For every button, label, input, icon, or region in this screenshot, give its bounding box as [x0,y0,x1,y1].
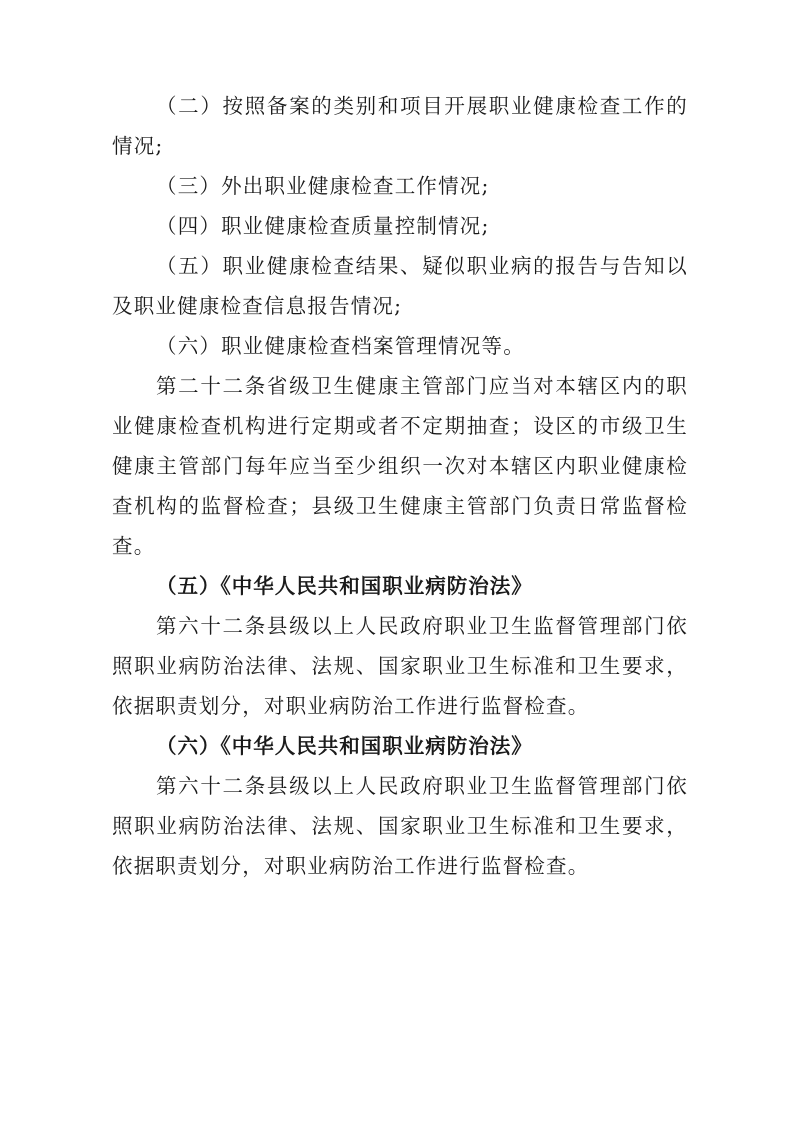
list-item-6: （六）职业健康检查档案管理情况等。 [156,334,525,358]
list-item-5: （五）职业健康检查结果、疑似职业病的报告与告知以及职业健康检查信息报告情况; [112,254,688,318]
section-heading-6: （六）《中华人民共和国职业病防治法》 [156,734,533,758]
section-heading-5: （五）《中华人民共和国职业病防治法》 [156,574,533,598]
article-62-paragraph-b: 第六十二条县级以上人民政府职业卫生监督管理部门依照职业病防治法律、法规、国家职业卫生标准和卫生要求，依据职责划分，对职业病防治工作进行监督检查。 [112,774,688,878]
article-22-paragraph: 第二十二条省级卫生健康主管部门应当对本辖区内的职业健康检查机构进行定期或者不定期抽查；设区的市级卫生健康主管部门每年应当至少组织一次对本辖区内职业健康检查机构的监督检查；县级卫生健康主管部门负责日常监督检查。 [112,374,688,558]
document-body [112,86,688,886]
list-item-3: （三）外出职业健康检查工作情况; [156,174,490,198]
list-item-4: （四）职业健康检查质量控制情况; [156,214,490,238]
list-item-2: （二）按照备案的类别和项目开展职业健康检查工作的情况; [112,94,688,158]
article-62-paragraph-a: 第六十二条县级以上人民政府职业卫生监督管理部门依照职业病防治法律、法规、国家职业卫生标准和卫生要求，依据职责划分，对职业病防治工作进行监督检查。 [112,614,688,718]
